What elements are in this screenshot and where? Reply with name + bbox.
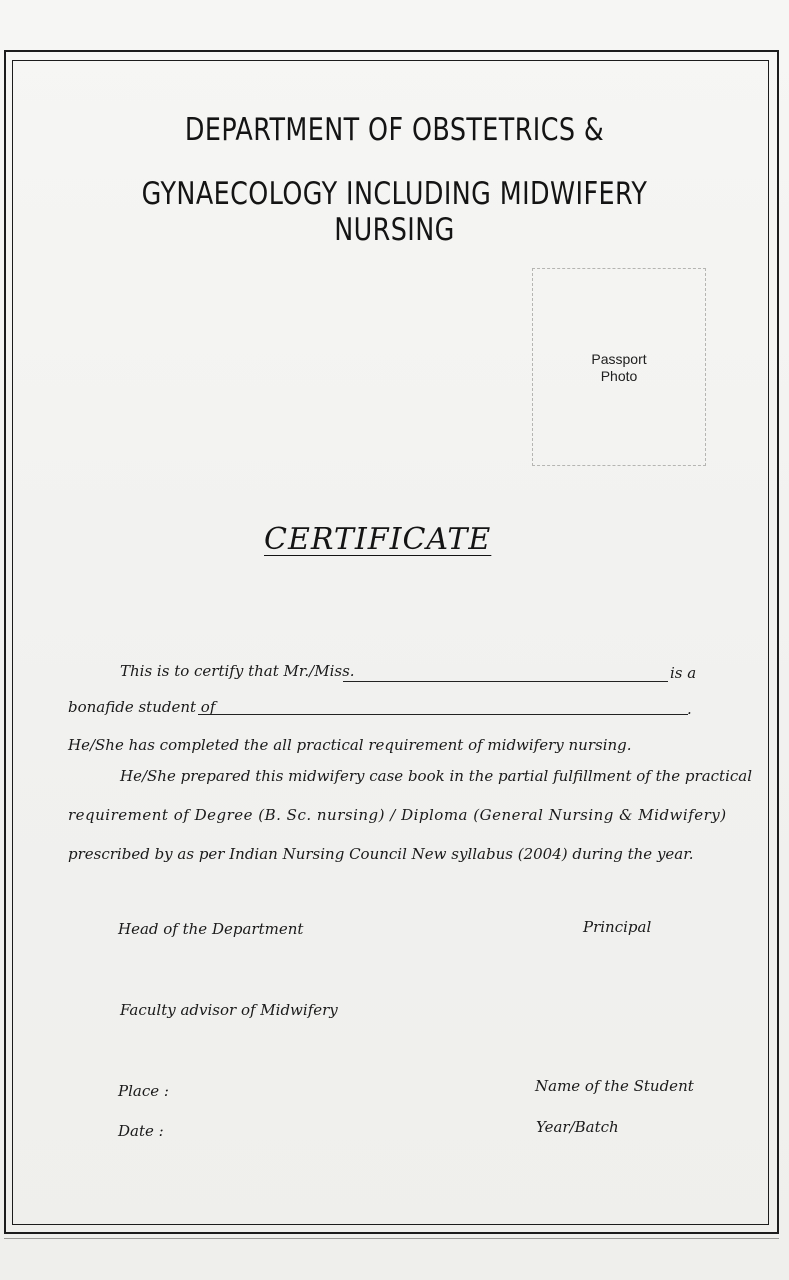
institution-blank[interactable] bbox=[198, 714, 688, 715]
is-a-text: is a bbox=[670, 664, 697, 682]
passport-photo-label bbox=[560, 351, 678, 385]
year-batch-label: Year/Batch bbox=[536, 1118, 619, 1136]
certificate-heading: CERTIFICATE bbox=[264, 522, 492, 557]
bottom-rule bbox=[4, 1238, 779, 1239]
department-title-line-2: GYNAECOLOGY INCLUDING MIDWIFERY NURSING bbox=[141, 176, 648, 248]
passport-photo-label-line-2: Photo bbox=[600, 368, 638, 384]
principal-label: Principal bbox=[583, 918, 652, 936]
date-label: Date : bbox=[118, 1122, 164, 1140]
student-name-label: Name of the Student bbox=[535, 1077, 694, 1095]
case-book-text: He/She prepared this midwifery case book in the partial fulfillment of the practical bbox=[120, 767, 753, 785]
bonafide-period: . bbox=[687, 700, 692, 718]
degree-diploma-text: requirement of Degree (B. Sc. nursing) / Diploma (General Nursing & Midwifery) bbox=[68, 806, 727, 824]
passport-photo-label-line-1: Passport bbox=[591, 351, 647, 367]
head-of-department-label: Head of the Department bbox=[118, 920, 304, 938]
department-title-line-1: DEPARTMENT OF OBSTETRICS & bbox=[184, 112, 605, 148]
faculty-advisor-label: Faculty advisor of Midwifery bbox=[120, 1001, 338, 1019]
certify-text: This is to certify that Mr./Miss. bbox=[120, 662, 355, 680]
place-label: Place : bbox=[118, 1082, 169, 1100]
completed-requirement-text: He/She has completed the all practical requirement of midwifery nursing. bbox=[68, 736, 632, 754]
student-name-blank[interactable] bbox=[343, 681, 668, 682]
bonafide-text: bonafide student of bbox=[68, 698, 216, 716]
syllabus-text: prescribed by as per Indian Nursing Council New syllabus (2004) during the year. bbox=[68, 845, 694, 863]
